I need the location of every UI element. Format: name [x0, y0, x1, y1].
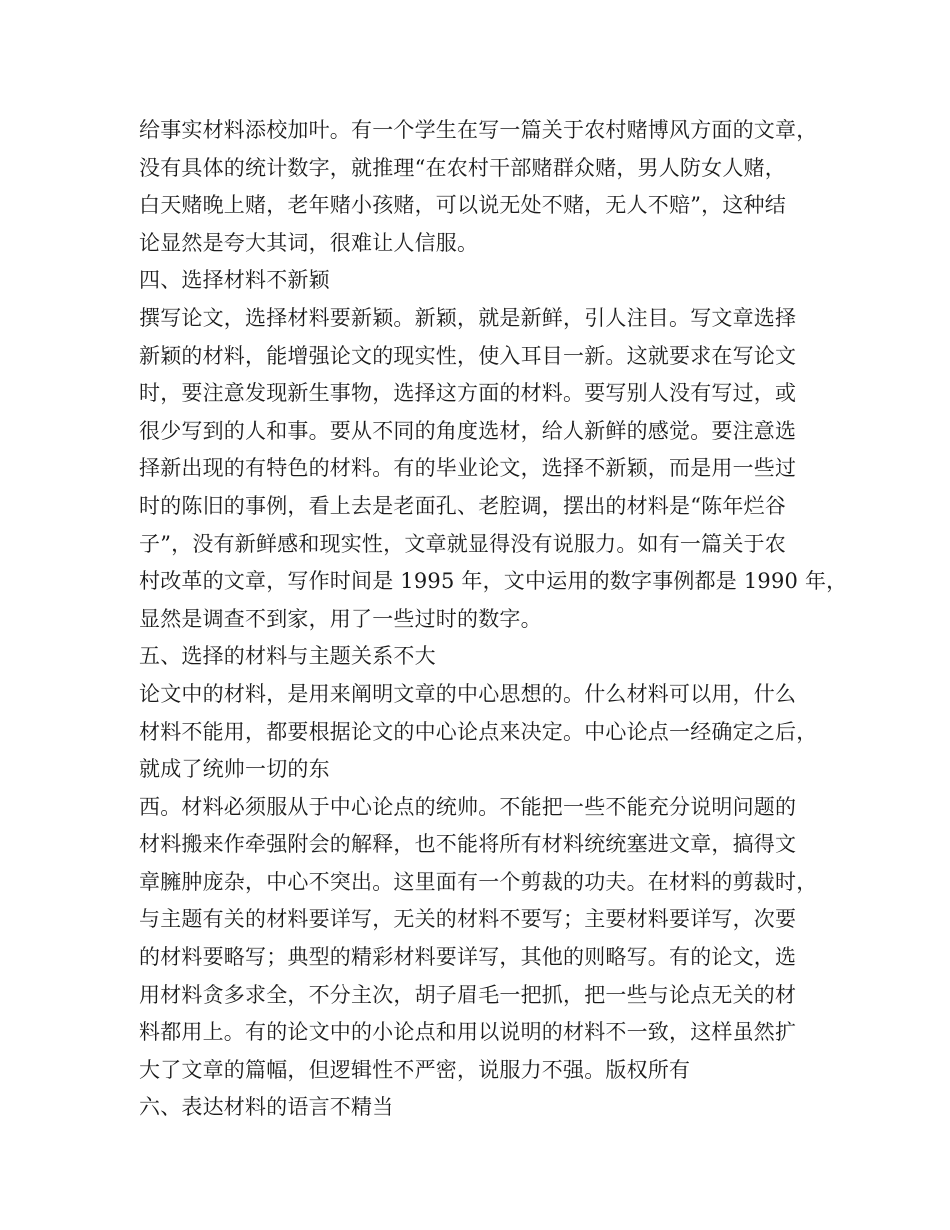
text-line: 没有具体的统计数字，就推理“在农村干部赌群众赌，男人防女人赌， [139, 155, 786, 180]
text-line: 时，要注意发现新生事物，选择这方面的材料。要写别人没有写过，或 [139, 381, 797, 406]
text-line: 新颖的材料，能增强论文的现实性，使入耳目一新。这就要求在写论文 [139, 343, 797, 368]
text-line: 用材料贪多求全，不分主次，胡子眉毛一把抓，把一些与论点无关的材 [139, 982, 797, 1007]
text-line: 与主题有关的材料要详写，无关的材料不要写；主要材料要详写，次要 [139, 907, 797, 932]
text-line: 西。材料必须服从于中心论点的统帅。不能把一些不能充分说明问题的 [139, 794, 797, 819]
text-line: 章臃肿庞杂，中心不突出。这里面有一个剪裁的功夫。在材料的剪裁时， [139, 869, 818, 894]
text-line: 材料不能用，都要根据论文的中心论点来决定。中心论点一经确定之后， [139, 719, 818, 744]
text-line: 就成了统帅一切的东 [139, 757, 330, 782]
text-line: 很少写到的人和事。要从不同的角度选材，给人新鲜的感觉。要注意选 [139, 418, 797, 443]
text-line: 显然是调查不到家，用了一些过时的数字。 [139, 606, 542, 631]
section-heading: 四、选择材料不新颖 [139, 268, 330, 293]
text-line: 择新出现的有特色的材料。有的毕业论文，选择不新颖，而是用一些过 [139, 456, 797, 481]
text-line: 村改革的文章，写作时间是 1995 年，文中运用的数字事例都是 1990 年， [139, 569, 848, 594]
section-heading: 六、表达材料的语言不精当 [139, 1095, 394, 1120]
text-line: 时的陈旧的事例，看上去是老面孔、老腔调，摆出的材料是“陈年烂谷 [139, 493, 786, 518]
section-heading: 五、选择的材料与主题关系不大 [139, 644, 436, 669]
text-line: 料都用上。有的论文中的小论点和用以说明的材料不一致，这样虽然扩 [139, 1020, 797, 1045]
text-line: 论显然是夸大其词，很难让人信服。 [139, 230, 479, 255]
text-line: 撰写论文，选择材料要新颖。新颖，就是新鲜，引人注目。写文章选择 [139, 305, 797, 330]
text-line: 的材料要略写；典型的精彩材料要详写，其他的则略写。有的论文，选 [139, 945, 797, 970]
text-line: 论文中的材料，是用来阐明文章的中心思想的。什么材料可以用，什么 [139, 681, 797, 706]
text-line: 大了文章的篇幅，但逻辑性不严密，说服力不强。版权所有 [139, 1057, 691, 1082]
text-line: 给事实材料添校加叶。有一个学生在写一篇关于农村赌博风方面的文章， [139, 118, 818, 142]
text-line: 白天赌晚上赌，老年赌小孩赌，可以说无处不赌，无人不赔”，这种结 [139, 193, 786, 218]
text-line: 子”，没有新鲜感和现实性，文章就显得没有说服力。如有一篇关于农 [139, 531, 786, 556]
text-line: 材料搬来作牵强附会的解释，也不能将所有材料统统塞进文章，搞得文 [139, 832, 797, 857]
document-body [139, 112, 848, 1127]
